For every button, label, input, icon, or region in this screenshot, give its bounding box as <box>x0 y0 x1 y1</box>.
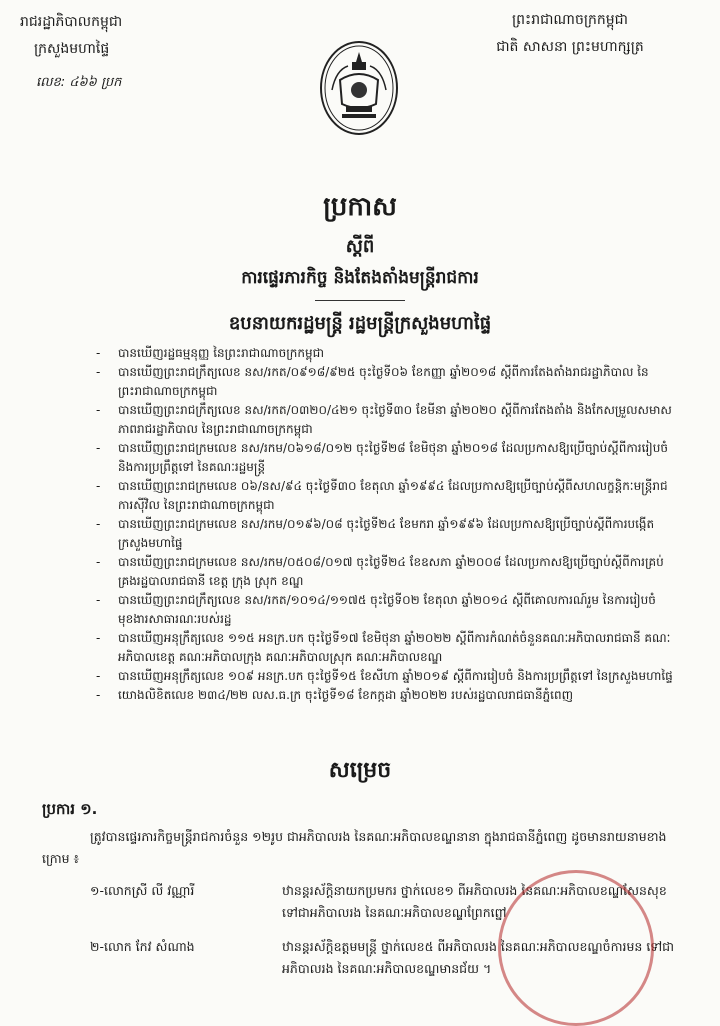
reference-item <box>96 477 676 515</box>
bullet-dash: - <box>96 403 101 417</box>
ministry-name: ក្រសួងមហាផ្ទៃ <box>34 41 110 57</box>
reference-item <box>96 344 676 363</box>
bullet-dash: - <box>96 517 101 531</box>
reference-item <box>96 401 676 439</box>
reference-text: បានឃើញព្រះរាជក្រឹត្យលេខ នស/រកត/០៩១៨/៩២៥ ចុះថ្ងៃទី០៦ ខែកញ្ញា ឆ្នាំ២០១៨ ស្តីពីការតែងតាំងរាជរដ្ឋាភិបាល នៃព្រះរាជាណាចក្រកម្ពុជា <box>118 365 649 398</box>
bullet-dash: - <box>96 688 101 702</box>
title-divider <box>315 300 405 301</box>
reference-text: បានឃើញព្រះរាជក្រមលេខ ០៦/នស/៩៤ ចុះថ្ងៃទី៣០ ខែតុលា ឆ្នាំ១៩៩៤ ដែលប្រកាសឱ្យប្រើច្បាប់ស្តីពីសហលក្ខន្តិកៈមន្ត្រីរាជការស៊ីវិល នៃព្រះរាជាណាចក្រកម្ពុជា <box>118 479 668 512</box>
reference-text: បានឃើញរដ្ឋធម្មនុញ្ញ នៃព្រះរាជាណាចក្រកម្ពុជា <box>118 346 325 360</box>
bullet-dash: - <box>96 441 101 455</box>
references-list <box>96 344 676 705</box>
reference-item <box>96 553 676 591</box>
person-name: ១-លោកស្រី លី វណ្ណារី <box>90 883 195 898</box>
decision-heading: សម្រេច <box>328 758 392 783</box>
bullet-dash: - <box>96 479 101 493</box>
reference-item <box>96 686 676 705</box>
reference-item <box>96 667 676 686</box>
person-description: ឋានន្តរស័ក្តិនាយកប្រមករ ថ្នាក់លេខ១ ពីអភិបាលរង នៃគណៈអភិបាលខណ្ឌសែនសុខ ទៅជាអភិបាលរង នៃគណៈអភិបាលខណ្ឌព្រែកព្នៅ <box>282 883 667 920</box>
bullet-dash: - <box>96 346 101 360</box>
reference-item <box>96 591 676 629</box>
kingdom-header <box>440 10 700 58</box>
bullet-dash: - <box>96 593 101 607</box>
national-motto: ជាតិ សាសនា ព្រះមហាក្សត្រ <box>496 39 644 55</box>
article-intro: ត្រូវបានផ្ទេរភារកិច្ចមន្ត្រីរាជការចំនួន ១២រូប ជាអភិបាលរង នៃគណៈអភិបាលខណ្ឌនានា ក្នុងរាជធានីភ្នំពេញ ដូចមានរាយនាមខាងក្រោម ៖ <box>42 829 667 866</box>
reference-text: បានឃើញអនុក្រឹត្យលេខ ១១៥ អនក្រ.បក ចុះថ្ងៃទី១៧ ខែមិថុនា ឆ្នាំ២០២២ ស្តីពីការកំណត់ចំនួនគណៈអភិបាលរាជធានី គណៈអភិបាលខេត្ត គណៈអភិបាលក្រុង គណៈអភិបាលស្រុក គណៈអភិបាលខណ្ឌ <box>118 631 671 664</box>
reference-text: បានឃើញព្រះរាជក្រឹត្យលេខ នស/រកត/០៣២០/៤២១ ចុះថ្ងៃទី៣០ ខែមីនា ឆ្នាំ២០២០ ស្តីពីការតែងតាំង និងកែសម្រួលសមាសភាពរាជរដ្ឋាភិបាល នៃព្រះរាជាណាចក្រកម្ពុជា <box>118 403 672 436</box>
document-type: ប្រកាស <box>323 192 397 222</box>
concerning-label: ស្តីពី <box>345 236 375 257</box>
person-name: ២-លោក កែវ សំណាង <box>90 939 195 954</box>
bullet-dash: - <box>96 555 101 569</box>
reference-item <box>96 363 676 401</box>
bullet-dash: - <box>96 669 101 683</box>
article-label: ប្រការ ១. <box>42 800 98 818</box>
royal-emblem-icon <box>318 40 400 136</box>
government-name: រាជរដ្ឋាភិបាលកម្ពុជា <box>20 14 123 30</box>
ministry-header <box>20 12 220 93</box>
official-seal-stamp <box>498 870 654 1026</box>
bullet-dash: - <box>96 365 101 379</box>
reference-text: បានឃើញអនុក្រឹត្យលេខ ១០៩ អនក្រ.បក ចុះថ្ងៃទី១៥ ខែសីហា ឆ្នាំ២០១៩ ស្តីពីការរៀបចំ និងការប្រព្រឹត្តទៅ នៃក្រសួងមហាផ្ទៃ <box>118 669 673 683</box>
reference-text: បានឃើញព្រះរាជក្រមលេខ នស/រកម/០១៩៦/០៨ ចុះថ្ងៃទី២៤ ខែមករា ឆ្នាំ១៩៩៦ ដែលប្រកាសឱ្យប្រើច្បាប់ស្តីពីការបង្កើតក្រសួងមហាផ្ទៃ <box>118 517 655 550</box>
issuing-authority: ឧបនាយករដ្ឋមន្ត្រី រដ្ឋមន្ត្រីក្រសួងមហាផ្ទៃ <box>228 313 492 334</box>
reference-text: យោងលិខិតលេខ ២៣៤/២២ លស.ធ.ក្រ ចុះថ្ងៃទី១៨ ខែកក្កដា ឆ្នាំ២០២២ របស់រដ្ឋបាលរាជធានីភ្នំពេញ <box>118 688 574 702</box>
kingdom-name: ព្រះរាជាណាចក្រកម្ពុជា <box>511 12 628 28</box>
document-subject: ការផ្ទេរភារកិច្ច និងតែងតាំងមន្ត្រីរាជការ <box>241 268 479 288</box>
reference-item <box>96 629 676 667</box>
reference-text: បានឃើញព្រះរាជក្រមលេខ នស/រកម/០៦១៨/០១២ ចុះថ្ងៃទី២៨ ខែមិថុនា ឆ្នាំ២០១៨ ដែលប្រកាសឱ្យប្រើច្បាប់ស្តីពីការរៀបចំ និងការប្រព្រឹត្តទៅ នៃគណៈរដ្ឋមន្ត្រី <box>118 441 668 474</box>
document-number: លេខ: ៤៦៦ ប្រក <box>36 75 122 90</box>
reference-item <box>96 439 676 477</box>
bullet-dash: - <box>96 631 101 645</box>
reference-text: បានឃើញព្រះរាជក្រមលេខ នស/រកម/០៥០៨/០១៧ ចុះថ្ងៃទី២៤ ខែឧសភា ឆ្នាំ២០០៨ ដែលប្រកាសឱ្យប្រើច្បាប់ស្តីពីការគ្រប់គ្រងរដ្ឋបាលរាជធានី ខេត្ត ក្រុង ស្រុក ខណ្ឌ <box>118 555 664 588</box>
person-description: ឋានន្តរស័ក្តិឧត្តមមន្ត្រី ថ្នាក់លេខ៥ ពីអភិបាលរង នៃគណៈអភិបាលខណ្ឌចំការមន ទៅជាអភិបាលរង នៃគណៈអភិបាលខណ្ឌមានជ័យ ។ <box>282 939 675 976</box>
title-block <box>0 190 720 338</box>
reference-item <box>96 515 676 553</box>
reference-text: បានឃើញព្រះរាជក្រឹត្យលេខ នស/រកត/១០១៤/១១៧៥ ចុះថ្ងៃទី០២ ខែតុលា ឆ្នាំ២០១៤ ស្តីពីគោលការណ៍រួម នៃការរៀបចំមុខងារសាធារណៈរបស់រដ្ឋ <box>118 593 656 626</box>
